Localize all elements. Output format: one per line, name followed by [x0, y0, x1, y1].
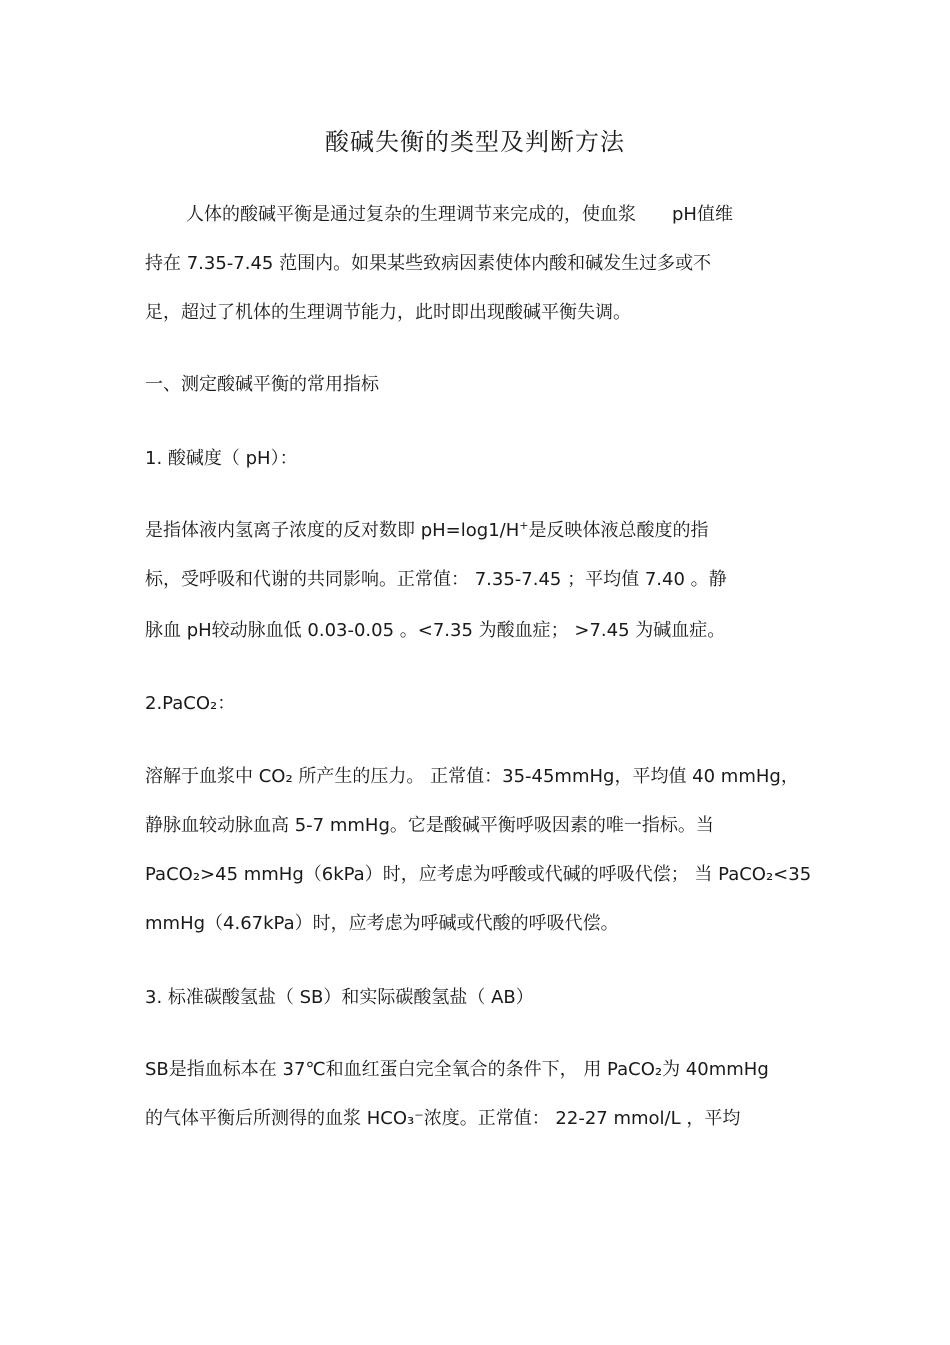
section-heading: 一、测定酸碱平衡的常用指标 [145, 374, 379, 395]
paco2-heading: 2.PaCO₂： [145, 693, 236, 714]
ph-line-1 [145, 516, 708, 546]
ph-line-1-text-b: 是反映体液总酸度的指 [528, 520, 709, 541]
intro-line-1: 人体的酸碱平衡是通过复杂的生理调节来完成的，使血浆 pH值维 [186, 204, 733, 225]
ph-line-3: 脉血 pH较动脉血低 0.03-0.05 。<7.35 为酸血症； >7.45 为碱血症。 [145, 620, 726, 641]
intro-line-3: 足，超过了机体的生理调节能力，此时即出现酸碱平衡失调。 [145, 302, 631, 323]
sb-line-1: SB是指血标本在 37℃和血红蛋白完全氧合的条件下， 用 PaCO₂为 40mmHg [145, 1059, 769, 1080]
paco2-line-4: mmHg（4.67kPa）时，应考虑为呼碱或代酸的呼吸代偿。 [145, 913, 619, 934]
paco2-line-3: PaCO₂>45 mmHg（6kPa）时，应考虑为呼酸或代碱的呼吸代偿； 当 PaCO₂<35 [145, 864, 812, 885]
sb-line-2: 的气体平衡后所测得的血浆 HCO₃⁻浓度。正常值： 22-27 mmol/L ，平均 [145, 1108, 741, 1129]
paco2-line-1: 溶解于血浆中 CO₂ 所产生的压力。 正常值：35-45mmHg，平均值 40 mmHg， [145, 766, 799, 787]
paco2-line-2: 静脉血较动脉血高 5-7 mmHg。它是酸碱平衡呼吸因素的唯一指标。当 [145, 815, 714, 836]
ph-heading: 1. 酸碱度（ pH）： [145, 448, 298, 469]
sb-ab-heading: 3. 标准碳酸氢盐（ SB）和实际碳酸氢盐（ AB） [145, 987, 534, 1008]
intro-line-2: 持在 7.35-7.45 范围内。如果某些致病因素使体内酸和碱发生过多或不 [145, 253, 712, 274]
ph-line-1-superscript: + [519, 519, 529, 532]
document-title: 酸碱失衡的类型及判断方法 [325, 128, 625, 156]
ph-line-1-text-a: 是指体液内氢离子浓度的反对数即 pH=log1/H [145, 520, 520, 541]
ph-line-2: 标，受呼吸和代谢的共同影响。正常值： 7.35-7.45 ；平均值 7.40 。静 [145, 569, 727, 590]
